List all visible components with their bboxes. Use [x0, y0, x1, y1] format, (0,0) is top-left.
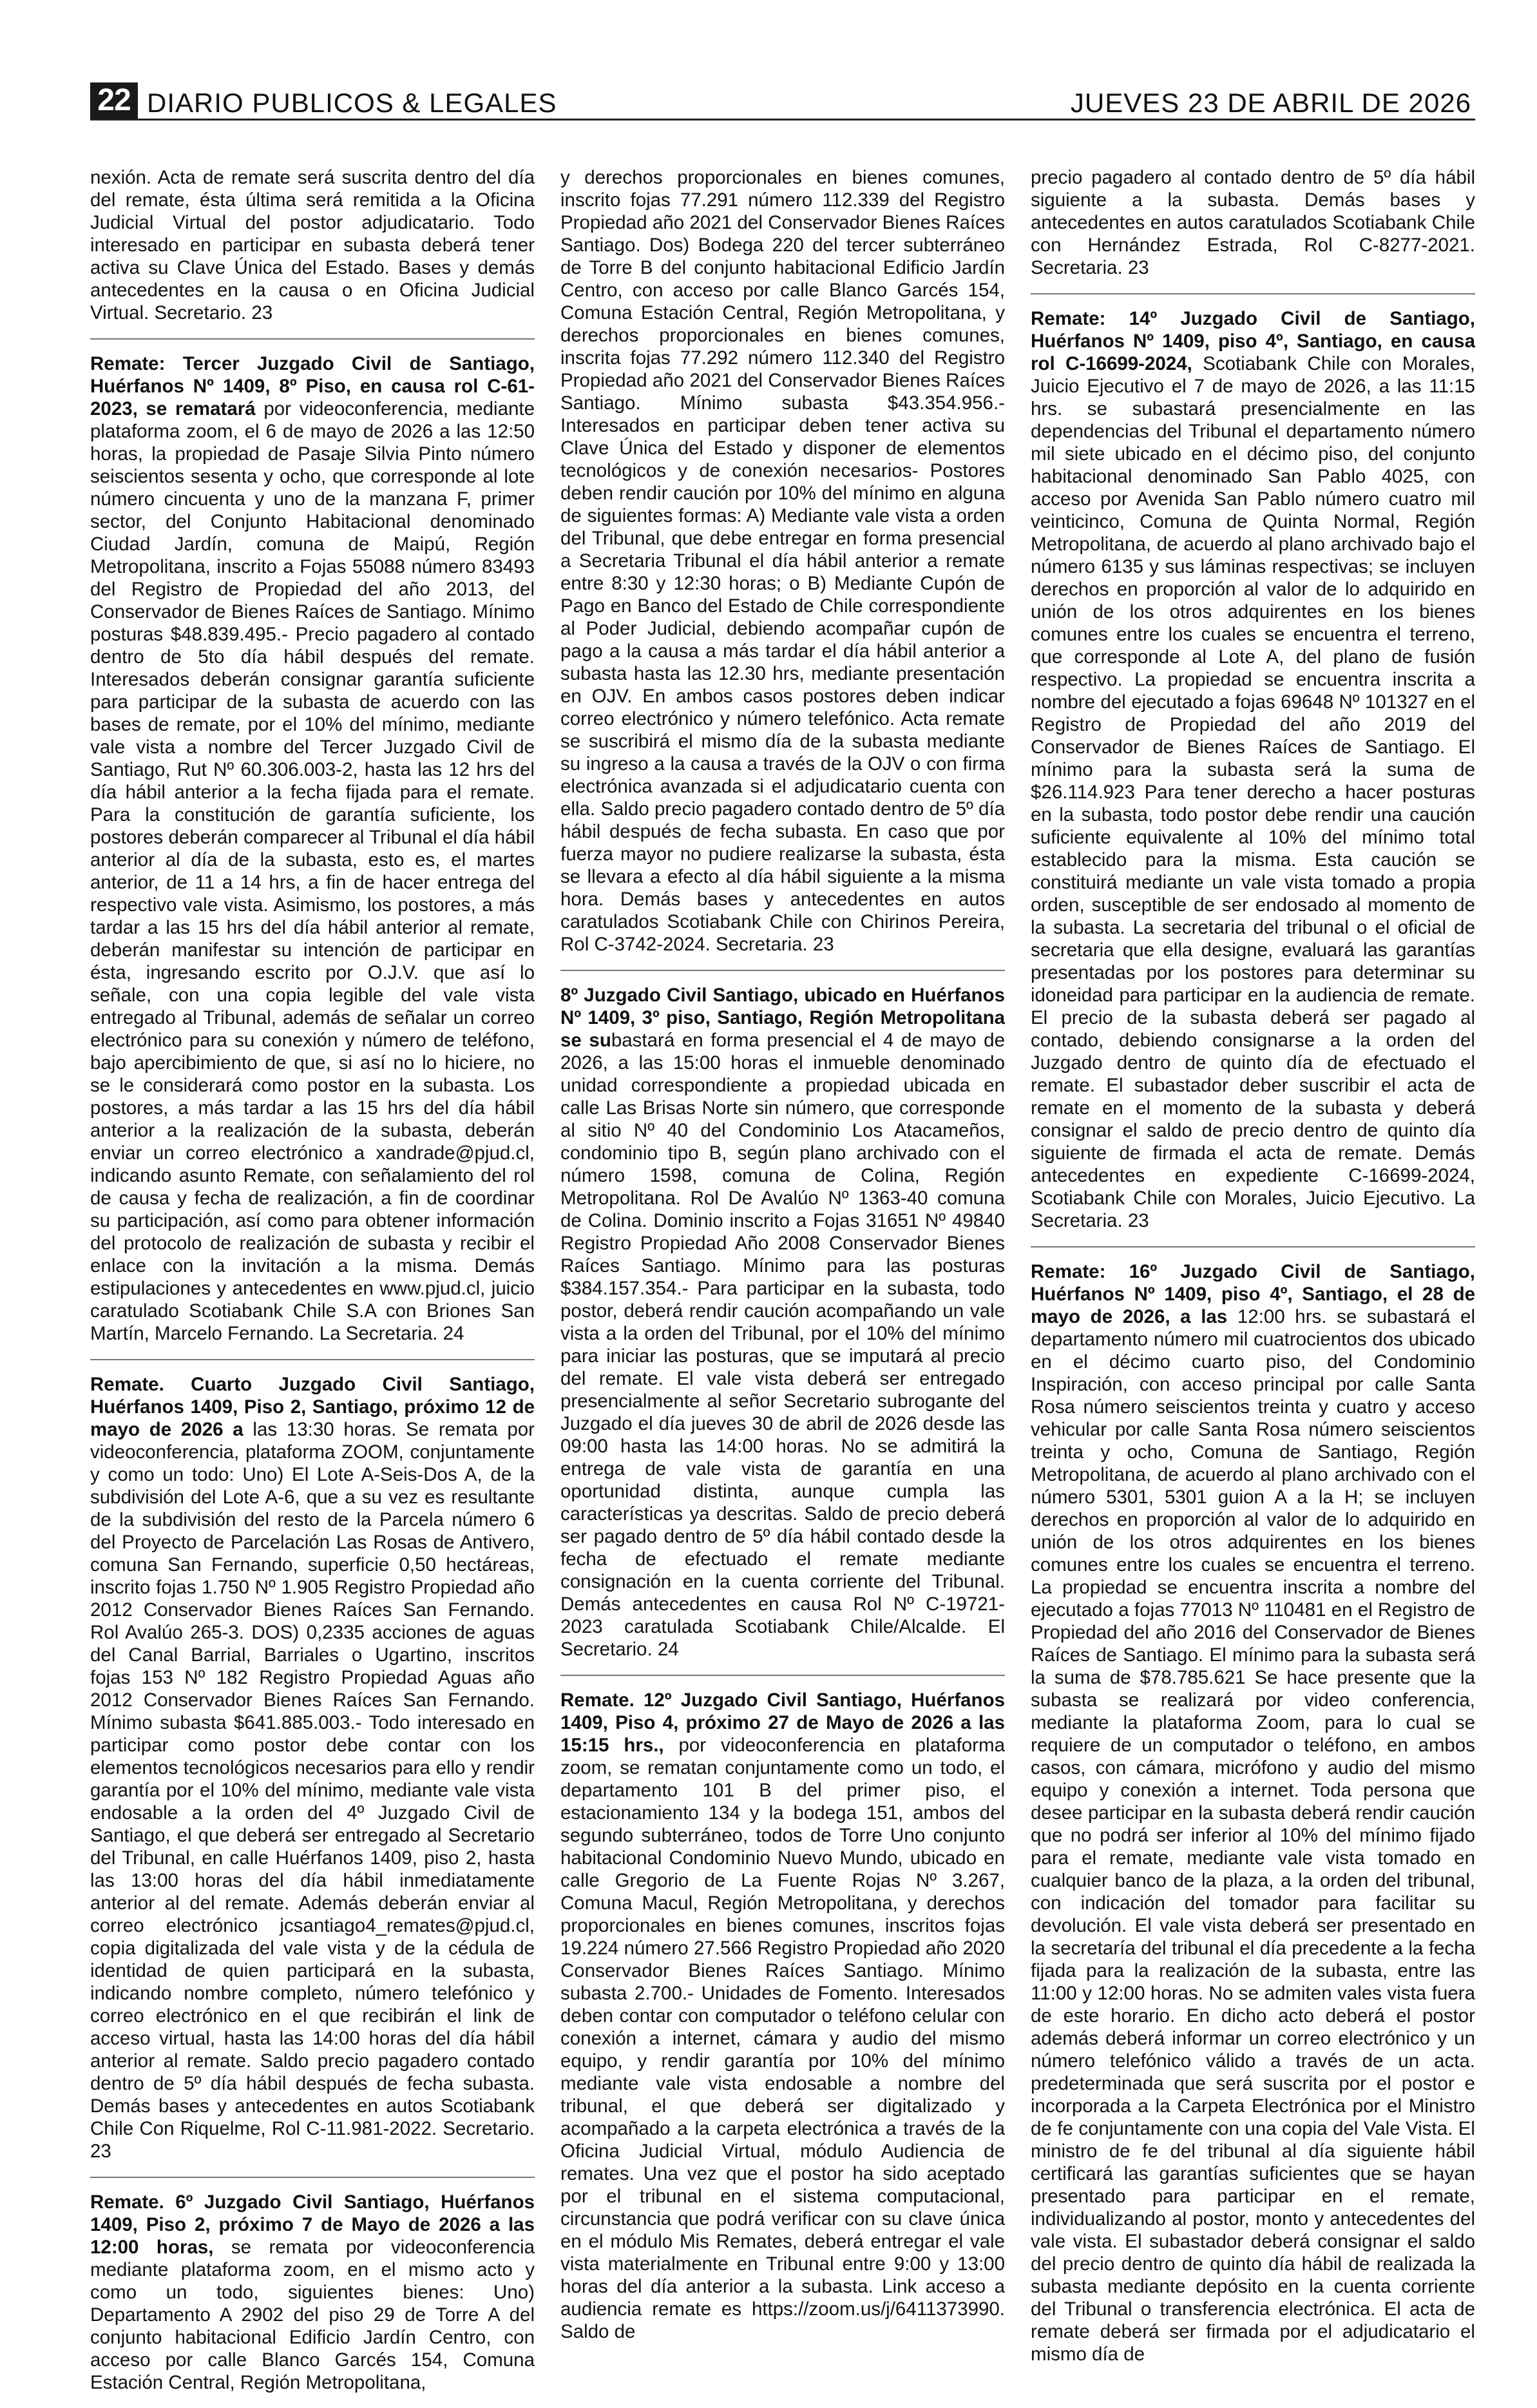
notice — [1031, 293, 1475, 1246]
notice-body: se remata por videoconferencia mediante plataforma zoom, en el mismo acto y como un todo, siguientes bienes: Uno) Departamento A 2902 del piso 29 de Torre A del conjunto habitacional Edificio Jardín Centro, con acceso por calle Blanco Garcés 154, Comuna Estación Central, Región Metropolitana, — [90, 2237, 535, 2393]
notice-heading: Remate. Cuarto Juzgado Civil Santiago, Huérfanos 1409, Piso 2, Santiago, próximo 12 de mayo de 2026 a — [90, 1374, 535, 1440]
notice-body: las 13:30 horas. Se remata por videoconferencia, plataforma ZOOM, conjuntamente y como un todo: Uno) El Lote A-Seis-Dos A, de la subdivisión del Lote A-6, que a su vez es resultante de la subdivisión del resto de la Parcela número 6 del Proyecto de Parcelación Las Rosas de Antivero, comuna San Fernando, superficie 0,50 hectáreas, inscrito fojas 1.750 Nº 1.905 Registro Propiedad año 2012 Conservador Bienes Raíces San Fernando. Rol Avalúo 265-3. DOS) 0,2335 acciones de aguas del Canal Barrial, Barriales o Ugartino, inscritos fojas 153 Nº 182 Registro Propiedad Aguas año 2012 Conservador Bienes Raíces San Fernando. Mínimo subasta $641.885.003.- Todo interesado en participar como postor debe contar con los elementos tecnológicos necesarios para ello y rendir garantía por el 10% del mínimo, mediante vale vista endosable a la orden del 4º Juzgado Civil de Santiago, el que deberá ser entregado al Secretario del Tribunal, en calle Huérfanos 1409, piso 2, hasta las 13:00 horas del día hábil inmediatamente anterior al del remate. Además deberán enviar al correo electrónico jcsantiago4_remates@pjud.cl, copia digitalizada del vale vista y de la cédula de identidad de quien participará en la subasta, indicando nombre completo, número telefónico y correo electrónico en el que recibirán el link de acceso virtual, hasta las 14:00 horas del día hábil anterior al remate. Saldo precio pagadero contado dentro de 5º día hábil después de fecha subasta. Demás bases y antecedentes en autos Scotiabank Chile Con Riquelme, Rol C-11.981-2022. Secretario. 23 — [90, 1419, 535, 2162]
notice-heading: Remate: 16º Juzgado Civil de Santiago, Huérfanos Nº 1409, piso 4º, Santiago, el 28 de mayo de 2026, a las — [1031, 1261, 1475, 1327]
notice-body: y derechos proporcionales en bienes comunes, inscrito fojas 77.291 número 112.339 del Registro Propiedad año 2021 del Conservador Bienes Raíces Santiago. Dos) Bodega 220 del tercer subterráneo de Torre B del conjunto habitacional Edificio Jardín Centro, con acceso por calle Blanco Garcés 154, Comuna Estación Central, Región Metropolitana, y derechos proporcionales en bienes comunes, inscrita fojas 77.292 número 112.340 del Registro Propiedad año 2021 del Conservador Bienes Raíces Santiago. Mínimo subasta $43.354.956.- Interesados en participar deben tener activa su Clave Única del Estado y disponer de elementos tecnológicos y de conexión necesarios- Postores deben rendir caución por 10% del mínimo en alguna de siguientes formas: A) Mediante vale vista a orden del Tribunal, que debe entregar en forma presencial a Secretaria Tribunal el día hábil anterior a remate entre 8:30 y 12:30 horas; o B) Mediante Cupón de Pago en Banco del Estado de Chile correspondiente al Poder Judicial, debiendo acompañar cupón de pago a la causa a más tardar el día hábil anterior a subasta hasta las 12.30 hrs, mediante presentación en OJV. En ambos casos postores deben indicar correo electrónico y número telefónico. Acta remate se suscribirá el mismo día de la subasta mediante su ingreso a la causa a través de la OJV o con firma electrónica avanzada si el adjudicatario cuenta con ella. Saldo precio pagadero contado dentro de 5º día hábil después de fecha subasta. En caso que por fuerza mayor no pudiere realizarse la subasta, ésta se llevara a efecto al día hábil siguiente a la misma hora. Demás bases y antecedentes en autos caratulados Scotiabank Chile con Chirinos Pereira, Rol C-3742-2024. Secretaria. 23 — [560, 167, 1005, 955]
column-1 — [90, 166, 535, 2393]
page-header — [90, 82, 1475, 120]
notice-body: bastará en forma presencial el 4 de mayo de 2026, a las 15:00 horas el inmueble denominado unidad correspondiente a propiedad ubicada en calle Las Brisas Norte sin número, que corresponde al sitio Nº 40 del Condominio Los Atacameños, condominio tipo B, según plano archivado con el número 1598, comuna de Colina, Región Metropolitana. Rol De Avalúo Nº 1363-40 comuna de Colina. Dominio inscrito a Fojas 31651 Nº 49840 Registro Propiedad Año 2008 Conservador Bienes Raíces Santiago. Mínimo para las posturas $384.157.354.- Para participar en la subasta, todo postor, deberá rendir caución acompañando un vale vista a la orden del Tribunal, por el 10% del mínimo para iniciar las posturas, que se imputará al precio del remate. El vale vista deberá ser entregado presencialmente al señor Secretario subrogante del Juzgado el día jueves 30 de abril de 2026 desde las 09:00 hasta las 14:00 horas. No se admitirá la entrega de vale vista de garantía en una oportunidad distinta, aunque cumpla las características ya descritas. Saldo de precio deberá ser pagado dentro de 5º día hábil contado desde la fecha de efectuado el remate mediante consignación en la cuenta corriente del Tribunal. Demás antecedentes en causa Rol Nº C-19721-2023 caratulada Scotiabank Chile/Alcalde. El Secretario. 24 — [560, 1030, 1005, 1660]
notice-body: 12:00 hrs. se subastará el departamento número mil cuatrocientos dos ubicado en el décimo cuarto piso, del Condominio Inspiración, con acceso principal por calle Santa Rosa número seiscientos treinta y cuatro y acceso vehicular por calle Santa Rosa número seiscientos treinta y ocho, Comuna de Santiago, Región Metropolitana, de acuerdo al plano archivado con el número 5301, 5301 guion A a la H; se incluyen derechos en proporción al valor de lo adquirido en unión de los otros adquirentes en los bienes comunes entre los cuales se encuentra el terreno. La propiedad se encuentra inscrita a nombre del ejecutado a fojas 77013 Nº 110481 en el Registro de Propiedad del año 2016 del Conservador de Bienes Raíces de Santiago. El mínimo para la subasta será la suma de $78.785.621 Se hace presente que la subasta se realizará por video conferencia, mediante la plataforma Zoom, para lo cual se requiere de un computador o teléfono, en ambos casos, con cámara, micrófono y audio del mismo equipo y conexión a internet. Toda persona que desee participar en la subasta deberá rendir caución que no podrá ser inferior al 10% del mínimo fijado para el remate, mediante vale vista tomado en cualquier banco de la plaza, a la orden del tribunal, con indicación del tomador para facilitar su devolución. El vale vista deberá ser presentado en la secretaría del tribunal el día precedente a la fecha fijada para la realización de la subasta, entre las 11:00 y 12:00 horas. No se admiten vales vista fuera de este horario. En dicho acto deberá el postor además deberá informar un correo electrónico y un número telefónico válido a través de un acta. predeterminada que será suscrita por el postor e incorporada a la Carpeta Electrónica por el Ministro de fe conjuntamente con una copia del Vale Vista. El ministro de fe del tribunal al día siguiente hábil certificará las garantías suficientes que se hayan presentado para participar en el remate, individualizando al postor, monto y antecedentes del vale vista. El subastador deberá consignar el saldo del precio dentro de quinto día hábil de realizada la subasta mediante depósito en la cuenta corriente del Tribunal o transferencia electrónica. El acta de remate deberá ser firmada por el adjudicatario el mismo día de — [1031, 1306, 1475, 2365]
notice-body: por videoconferencia en plataforma zoom, se rematan conjuntamente como un todo, el departamento 101 B del primer piso, el estacionamiento 134 y la bodega 151, ambos del segundo subterráneo, todos de Torre Uno conjunto habitacional Condominio Nuevo Mundo, ubicado en calle Gregorio de La Fuente Rojas Nº 3.267, Comuna Macul, Región Metropolitana, y derechos proporcionales en bienes comunes, inscritos fojas 19.224 número 27.566 Registro Propiedad año 2020 Conservador Bienes Raíces Santiago. Mínimo subasta 2.700.- Unidades de Fomento. Interesados deben contar con computador o teléfono celular con conexión a internet, cámara y audio del mismo equipo, y rendir garantía por 10% del mínimo mediante vale vista endosable a nombre del tribunal, el que deberá ser digitalizado y acompañado a la carpeta electrónica a través de la Oficina Judicial Virtual, módulo Audiencia de remates. Una vez que el postor ha sido aceptado por el tribunal en el sistema computacional, circunstancia que podrá verificar con su clave única en el módulo Mis Remates, deberá entregar el vale vista materialmente en Tribunal entre 9:00 y 13:00 horas del día anterior a la subasta. Link acceso a audiencia remate es https://zoom.us/j/6411373990. Saldo de — [560, 1735, 1005, 2342]
column-3 — [1031, 166, 1475, 2365]
notice — [560, 970, 1005, 1675]
notice-body: precio pagadero al contado dentro de 5º día hábil siguiente a la subasta. Demás bases y antecedentes en autos caratulados Scotiabank Chile con Hernández Estrada, Rol C-8277-2021. Secretaria. 23 — [1031, 167, 1475, 278]
notice-heading: Remate: Tercer Juzgado Civil de Santiago, Huérfanos Nº 1409, 8º Piso, en causa rol C-61-2023, se rematará — [90, 353, 535, 419]
notice-heading: Remate. 12º Juzgado Civil Santiago, Huérfanos 1409, Piso 4, próximo 27 de Mayo de 2026 a las 15:15 hrs., — [560, 1690, 1005, 1756]
notice — [90, 1359, 535, 2177]
notice-heading: Remate. 6º Juzgado Civil Santiago, Huérfanos 1409, Piso 2, próximo 7 de Mayo de 2026 a las 12:00 horas, — [90, 2191, 535, 2258]
notice — [90, 2177, 535, 2408]
notice-body: nexión. Acta de remate será suscrita dentro del día del remate, ésta última será remitida a la Oficina Judicial Virtual del postor adjudicatario. Todo interesado en participar en subasta deberá tener activa su Clave Única del Estado. Bases y demás antecedentes en la causa o en Oficina Judicial Virtual. Secretario. 23 — [90, 167, 535, 323]
notice — [90, 166, 535, 338]
notice-body: por videoconferencia, mediante plataforma zoom, el 6 de mayo de 2026 a las 12:50 horas, la propiedad de Pasaje Silvia Pinto número seiscientos sesenta y ocho, que corresponde al lote número cincuenta y uno de la manzana F, primer sector, del Conjunto Habitacional denominado Ciudad Jardín, comuna de Maipú, Región Metropolitana, inscrito a Fojas 55088 número 83493 del Registro de Propiedad del año 2013, del Conservador de Bienes Raíces de Santiago. Mínimo posturas $48.839.495.- Precio pagadero al contado dentro de 5to día hábil después del remate. Interesados deberán consignar garantía suficiente para participar de la subasta de acuerdo con las bases de remate, por el 10% del mínimo, mediante vale vista a nombre del Tercer Juzgado Civil de Santiago, Rut Nº 60.306.003-2, hasta las 12 hrs del día hábil anterior a la fecha fijada para el remate. Para la constitución de garantía suficiente, los postores deberán comparecer al Tribunal el día hábil anterior al día de la subasta, esto es, el martes anterior, de 11 a 14 hrs, a fin de hacer entrega del respectivo vale vista. Asimismo, los postores, a más tardar a las 15 hrs del día hábil anterior al remate, deberán manifestar su intención de participar en ésta, ingresando escrito por O.J.V. que así lo señale, con una copia legible del vale vista entregado al Tribunal, además de señalar un correo electrónico para su conexión y número de teléfono, bajo apercibimiento de que, si así no lo hiciere, no se le considerará como postor en la subasta. Los postores, a más tardar a las 15 hrs del día hábil anterior a la realización de la subasta, deberán enviar un correo electrónico a xandrade@pjud.cl, indicando asunto Remate, con señalamiento del rol de causa y fecha de realización, a fin de coordinar su participación, así como para obtener información del protocolo de realización de subasta y recibir el enlace con la invitación a la misma. Demás estipulaciones y antecedentes en www.pjud.cl, juicio caratulado Scotiabank Chile S.A con Briones San Martín, Marcelo Fernando. La Secretaria. 24 — [90, 398, 535, 1344]
notice — [1031, 1246, 1475, 2380]
column-2 — [560, 166, 1005, 2342]
notice — [90, 338, 535, 1359]
notice-heading: Remate: 14º Juzgado Civil de Santiago, Huérfanos Nº 1409, piso 4º, Santiago, en causa rol C-16699-2024, — [1031, 308, 1475, 374]
publication-name: DIARIO PUBLICOS & LEGALES — [147, 88, 557, 118]
notice-heading: 8º Juzgado Civil Santiago, ubicado en Huérfanos Nº 1409, 3º piso, Santiago, Región Metropolitana se su — [560, 985, 1005, 1051]
publication-date: JUEVES 23 DE ABRIL DE 2026 — [1070, 88, 1471, 118]
notice — [560, 1675, 1005, 2357]
notice — [1031, 166, 1475, 293]
notice-body: Scotiabank Chile con Morales, Juicio Ejecutivo el 7 de mayo de 2026, a las 11:15 hrs. se subastará presencialmente en las dependencias del Tribunal el departamento número mil siete ubicado en el décimo piso, del conjunto habitacional denominado San Pablo 4025, con acceso por Avenida San Pablo número cuatro mil veinticinco, Comuna de Quinta Normal, Región Metropolitana, de acuerdo al plano archivado bajo el número 6135 y sus láminas respectivas; se incluyen derechos en proporción al valor de lo adquirido en unión de los otros adquirentes en los bienes comunes entre los cuales se encuentra el terreno, que corresponde al Lote A, del plano de fusión respectivo. La propiedad se encuentra inscrita a nombre del ejecutado a fojas 69648 Nº 101327 en el Registro de Propiedad del año 2019 del Conservador de Bienes Raíces de Santiago. El mínimo para la subasta será la suma de $26.114.923 Para tener derecho a hacer posturas en la subasta, todo postor debe rendir una caución suficiente equivalente al 10% del mínimo total establecido para la misma. Esta caución se constituirá mediante un vale vista tomado a propia orden, susceptible de ser endosado al momento de la subasta. La secretaria del tribunal o el oficial de secretaria que ella designe, evaluará las garantías presentadas por los postores para determinar su idoneidad para participar en la audiencia de remate. El precio de la subasta deberá ser pagado al contado, debiendo consignarse a la orden del Juzgado dentro de quinto día de efectuado el remate. El subastador deber suscribir el acta de remate en el momento de la subasta y deberá consignar el saldo de precio dentro de quinto día siguiente de firmada el acta de remate. Demás antecedentes en expediente C-16699-2024, Scotiabank Chile con Morales, Juicio Ejecutivo. La Secretaria. 23 — [1031, 353, 1475, 1231]
notice — [560, 166, 1005, 970]
page-number: 22 — [90, 82, 138, 119]
